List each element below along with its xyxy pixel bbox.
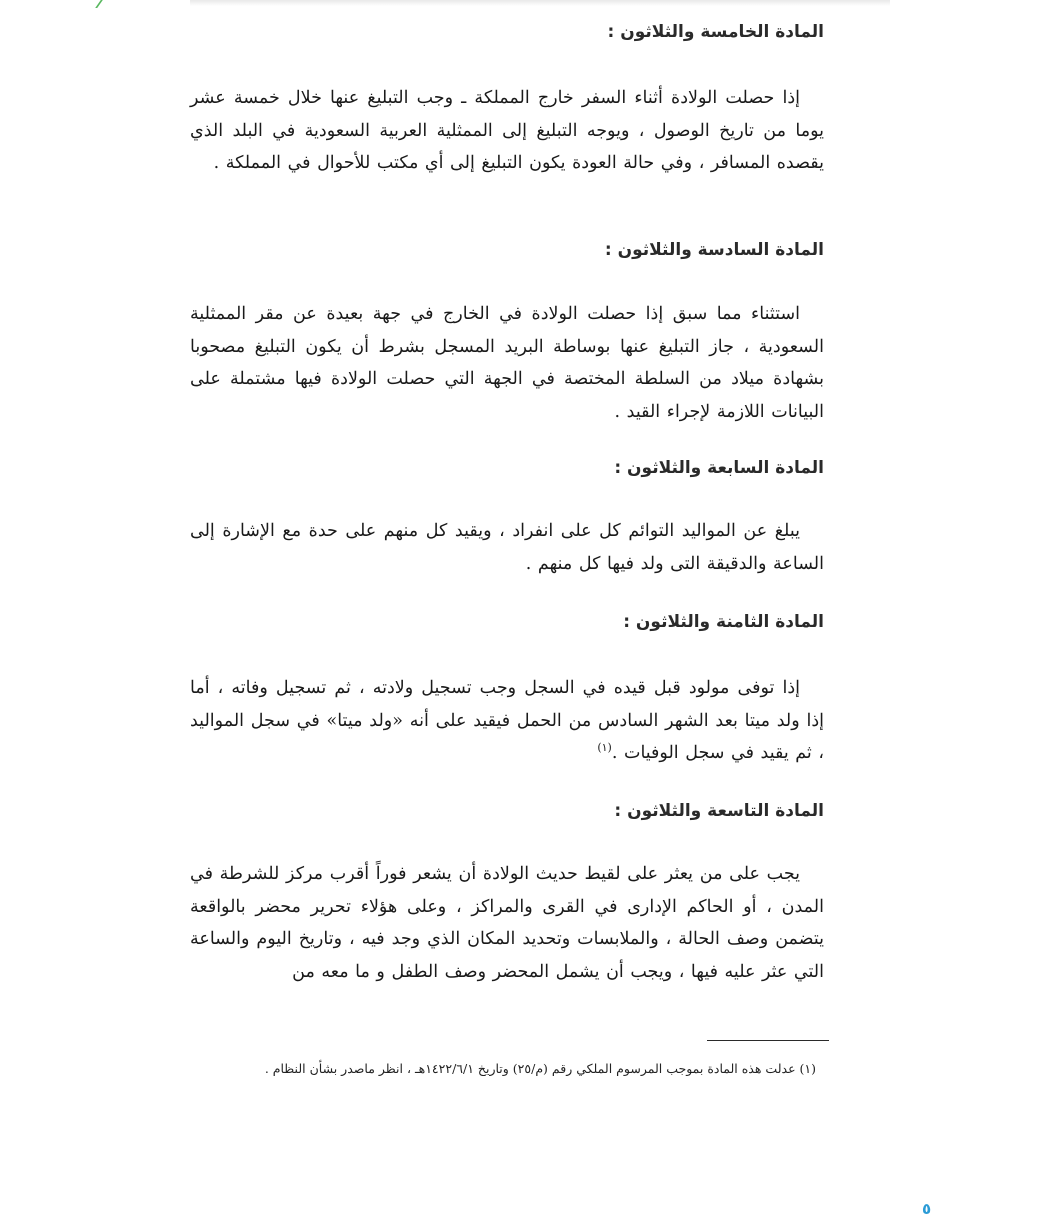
article-39-heading: المادة التاسعة والثلاثون :	[614, 801, 824, 821]
scan-shadow	[190, 0, 890, 6]
footnote: (١) عدلت هذه المادة بموجب المرسوم الملكي رقم (م/٢٥) وتاريخ ١٤٢٢/٦/١هـ ، انظر ماصدر بشأن النظام .	[264, 1061, 816, 1076]
article-37-heading: المادة السابعة والثلاثون :	[614, 458, 824, 478]
article-37-text: يبلغ عن المواليد التوائم كل على انفراد ، ويقيد كل منهم على حدة مع الإشارة إلى الساعة والدقيقة التى ولد فيها كل منهم .	[190, 521, 824, 574]
article-38-text: إذا توفى مولود قبل قيده في السجل وجب تسجيل ولادته ، ثم تسجيل وفاته ، أما إذا ولد ميتا بعد الشهر السادس من الحمل فيقيد على أنه «ولد ميتا» في سجل المواليد ، ثم يقيد في سجل الوفيات .$^{(١)}$	[190, 678, 824, 763]
article-36-heading: المادة السادسة والثلاثون :	[604, 240, 824, 260]
article-38-heading: المادة الثامنة والثلاثون :	[623, 612, 824, 632]
scan-corner-mark	[95, 0, 117, 8]
footnote-reference: (١)	[597, 741, 612, 755]
article-39-text: يجب على من يعثر على لقيط حديث الولادة أن يشعر فوراً أقرب مركز للشرطة في المدن ، أو الحاكم الإدارى في القرى والمراكز ، وعلى هؤلاء تحرير محضر بالواقعة يتضمن وصف الحالة ، والملابسات وتحديد المكان الذي وجد فيه ، وتاريخ اليوم والساعة التي عثر عليه فيها ، ويجب أن يشمل المحضر وصف الطفل و ما معه من	[190, 864, 824, 982]
article-36-text: استثناء مما سبق إذا حصلت الولادة في الخارج في جهة بعيدة عن مقر الممثلية السعودية ، جاز التبليغ عنها بوساطة البريد المسجل بشرط أن يكون التبليغ مصحوبا بشهادة ميلاد من السلطة المختصة في الجهة التي حصلت الولادة فيها مشتملة على البيانات اللازمة لإجراء القيد .	[190, 304, 824, 422]
article-35-heading: المادة الخامسة والثلاثون :	[607, 22, 824, 42]
footnote-divider	[707, 1040, 829, 1041]
article-35-text: إذا حصلت الولادة أثناء السفر خارج المملكة ـ وجب التبليغ عنها خلال خمسة عشر يوما من تاريخ الوصول ، ويوجه التبليغ إلى الممثلية العربية السعودية في البلد الذي يقصده المسافر ، وفي حالة العودة يكون التبليغ إلى أي مكتب للأحوال في المملكة .	[190, 88, 824, 173]
page-number: ٥	[922, 1200, 932, 1218]
